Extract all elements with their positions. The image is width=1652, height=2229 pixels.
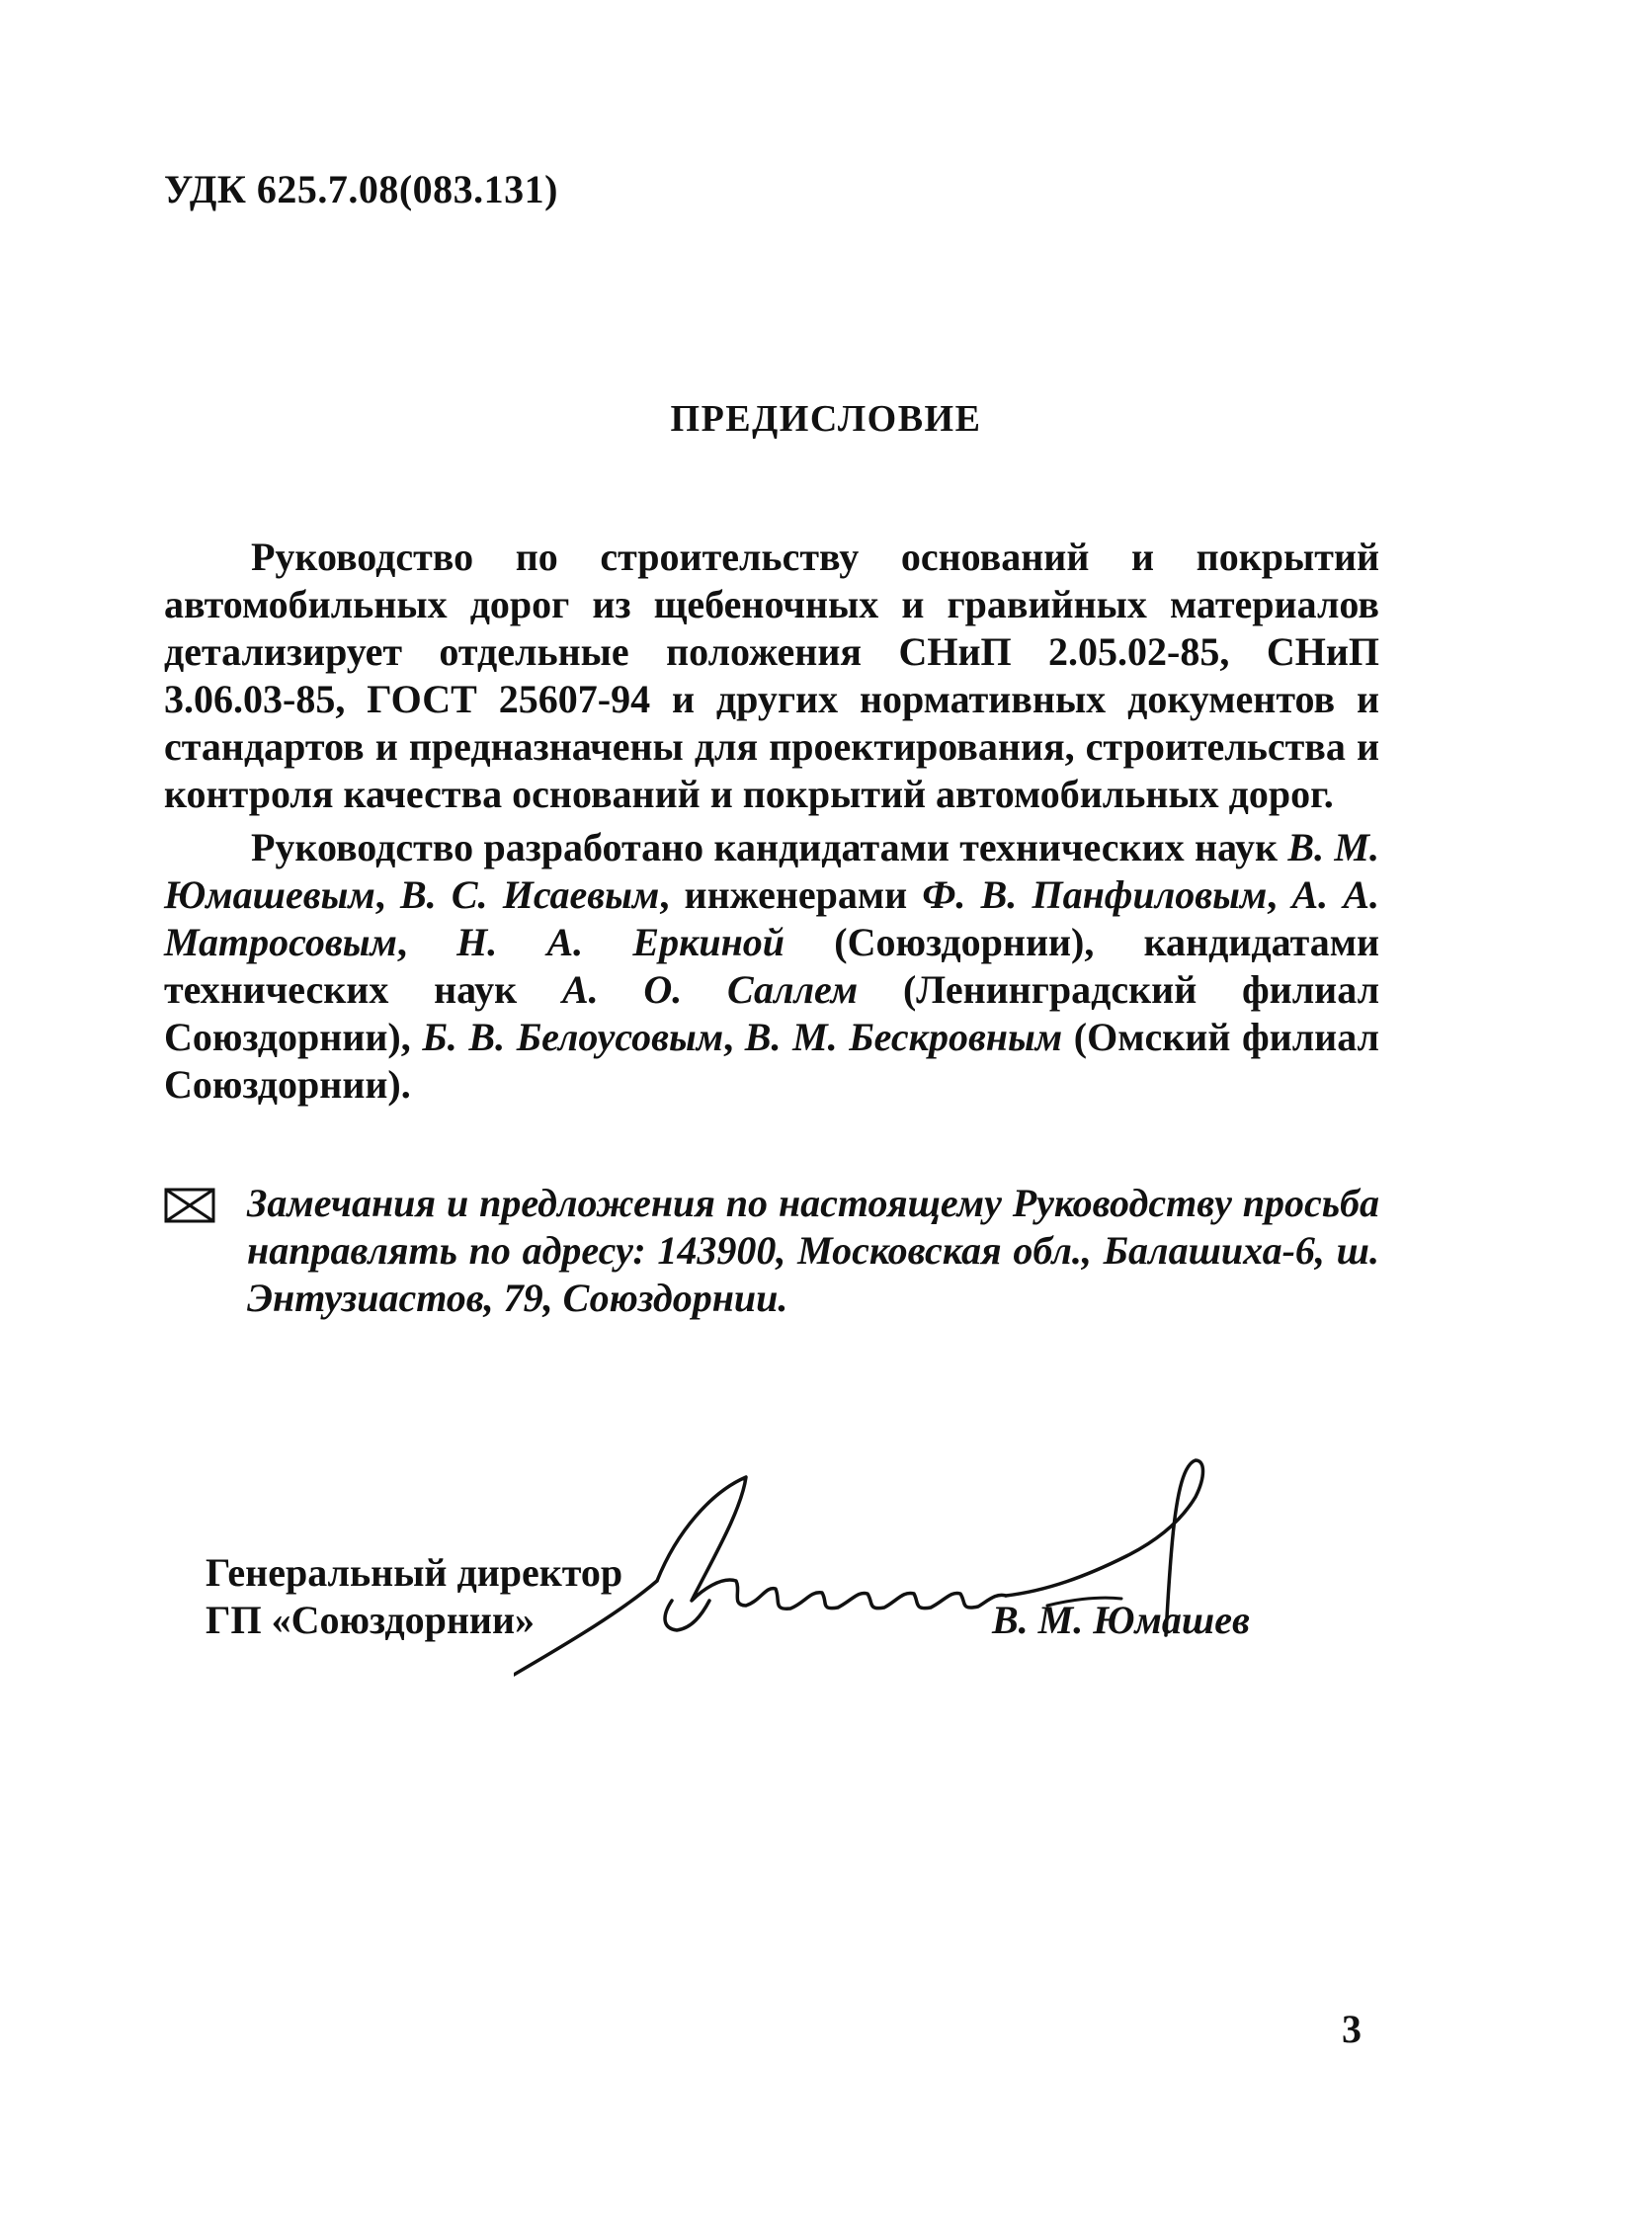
handwritten-signature <box>514 1452 1265 1690</box>
preface-paragraph-1: Руководство по строительству оснований и покрытий автомобильных дорог из щебеночных и гравийных материалов детализирует отдельные положения СНиП 2.05.02-85, СНиП 3.06.03-85, ГОСТ 25607-94 и других нормативных документов и стандартов и предназначены для проектирования, строительства и контроля качества оснований и покрытий автомобильных дорог. <box>164 535 1379 816</box>
page-title: ПРЕДИСЛОВИЕ <box>670 398 982 440</box>
separator: , <box>1267 872 1292 917</box>
author-name: Ф. В. Панфиловым <box>922 872 1268 917</box>
authors-intro: Руководство разработано кандидатами технических наук <box>251 825 1288 869</box>
authors-text: (Омский филиал Союздорнии). <box>164 1015 1379 1107</box>
feedback-notice <box>164 1180 1379 1322</box>
author-name: А. О. Саллем <box>561 967 859 1012</box>
author-name: Н. А. Еркиной <box>456 920 785 964</box>
authors-text: (Союздорнии), кандидатами технических наук <box>164 920 1379 1012</box>
separator: , <box>396 920 457 964</box>
separator: , <box>723 1015 745 1059</box>
signer-name: В. М. Юмашев <box>992 1598 1250 1642</box>
preface-body <box>164 534 1379 1109</box>
author-name: Б. В. Белоусовым <box>422 1015 724 1059</box>
author-name: В. М. Юмашевым <box>164 825 1379 917</box>
authors-text: (Ленинградский филиал Союздорнии), <box>164 967 1380 1059</box>
author-name: А. А. Матросовым <box>164 872 1380 964</box>
preface-paragraph-2 <box>164 824 1379 1109</box>
envelope-icon <box>164 1188 215 1223</box>
authors-text: , инженерами <box>659 872 923 917</box>
notice-text: Замечания и предложения по настоящему Руководству просьба направлять по адресу: 143900, Московская обл., Балашиха-6, ш. Энтузиастов, 79, Союздорнии. <box>247 1181 1379 1320</box>
signatory-organization: ГП «Союздорнии» <box>206 1598 535 1642</box>
author-name: В. М. Бескровным <box>744 1015 1063 1059</box>
page-number: 3 <box>1342 2007 1362 2051</box>
separator: , <box>374 872 400 917</box>
author-name: В. С. Исаевым <box>399 872 660 917</box>
udk-code: УДК 625.7.08(083.131) <box>164 167 558 211</box>
signatory-title: Генеральный директор <box>206 1550 623 1595</box>
